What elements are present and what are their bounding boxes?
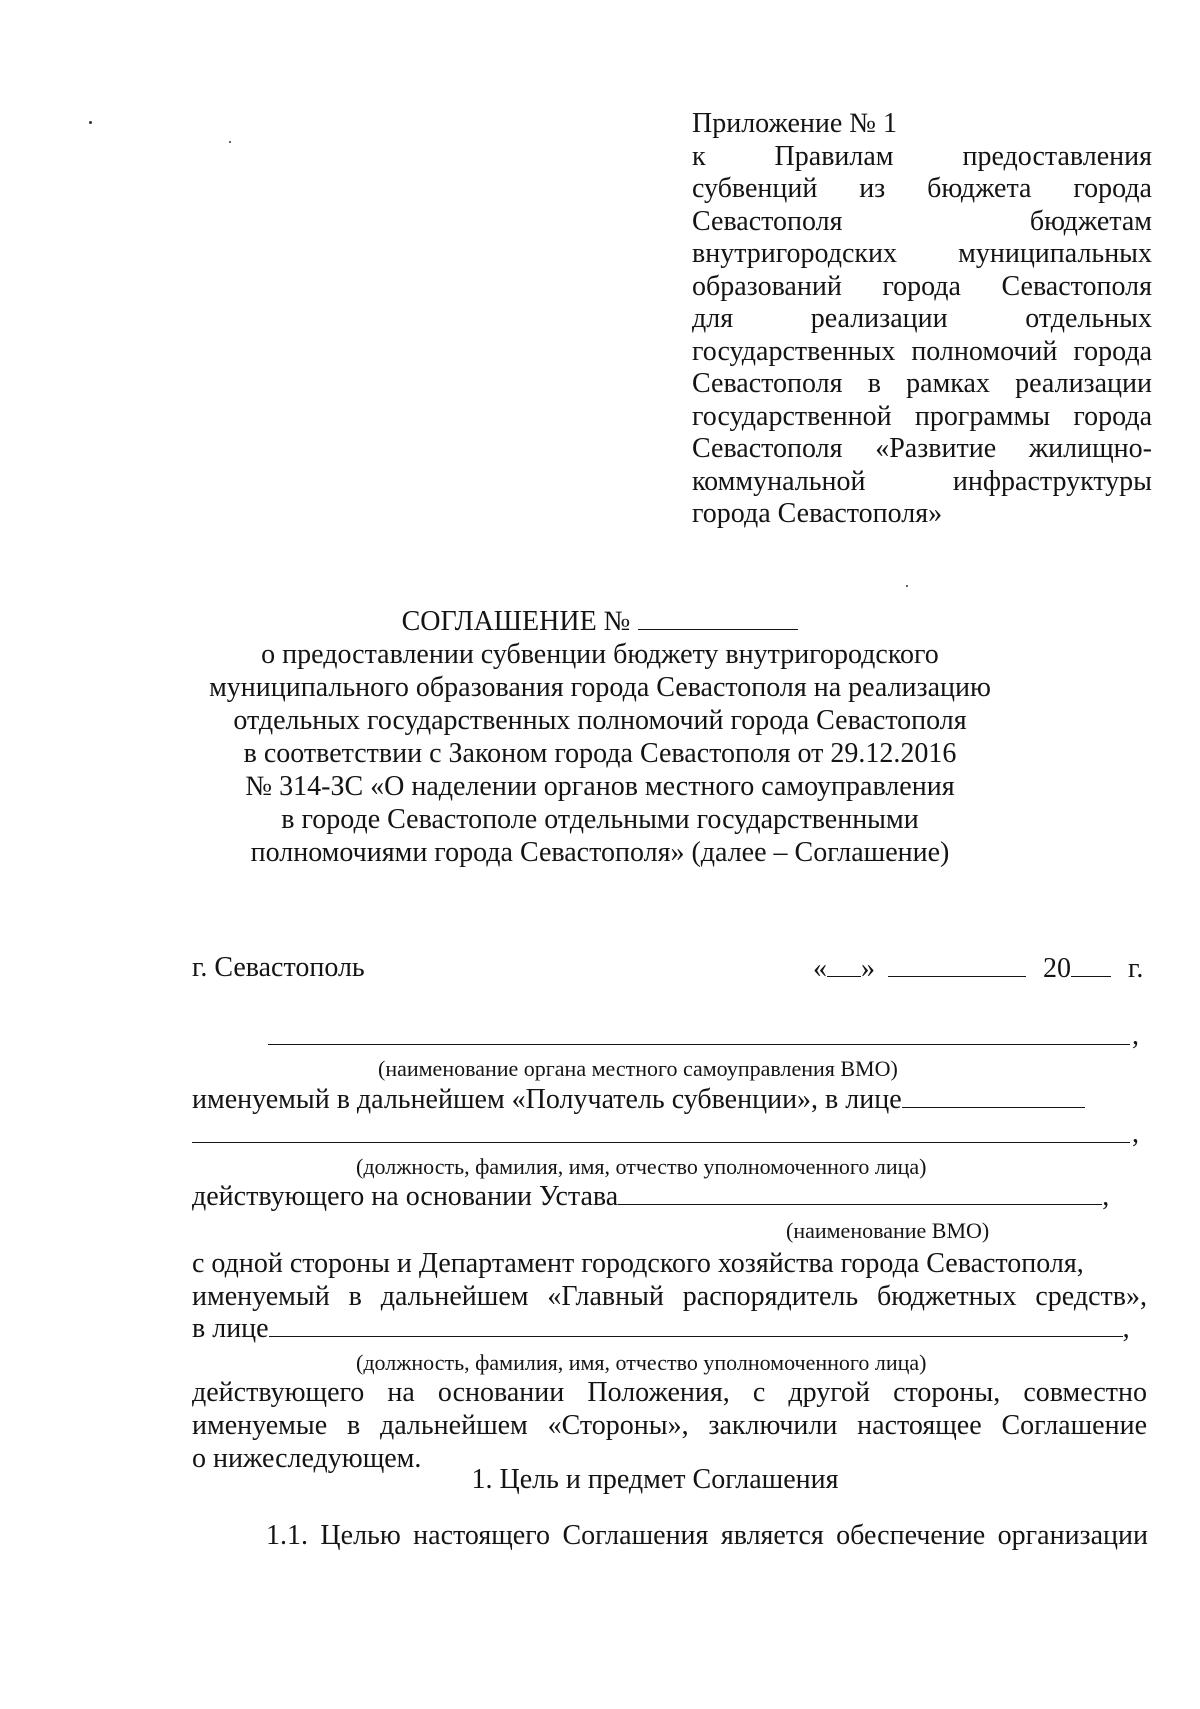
department-paragraph	[192, 1247, 1147, 1313]
appendix-line: коммунальной инфраструктуры	[692, 465, 1152, 497]
closing-paragraph	[192, 1376, 1147, 1475]
appendix-line: государственных полномочий города	[692, 335, 1152, 367]
date-line	[813, 952, 1143, 985]
vmo-name-field	[618, 1180, 1102, 1205]
recipient-line-text: именуемый в дальнейшем «Получатель субвенции», в лице	[192, 1084, 902, 1115]
comma: ,	[1132, 1020, 1139, 1051]
represented-label: в лице	[192, 1313, 269, 1344]
year-prefix: 20	[1043, 953, 1071, 984]
agreement-subtitle-line: в соответствии с Законом города Севастополя от 29.12.2016	[243, 738, 957, 769]
date-quote-open: «	[813, 953, 827, 984]
agreement-subtitle-line: о предоставлении субвенции бюджету внутригородского	[261, 639, 939, 670]
comma: ,	[1122, 1313, 1130, 1344]
department-line: именуемый в дальнейшем «Главный распорядитель бюджетных средств»,	[192, 1281, 1147, 1312]
department-line: с одной стороны и Департамент городского хозяйства города Севастополя,	[192, 1248, 1084, 1279]
comma: ,	[1102, 1181, 1110, 1212]
agreement-number-field	[638, 607, 798, 630]
year-field	[1071, 952, 1111, 977]
appendix-reference	[692, 108, 1152, 531]
caption-vmo: (наименование ВМО)	[786, 1218, 990, 1243]
agreement-subtitle-line: полномочиями города Севастополя» (далее – Соглашение)	[250, 837, 950, 868]
closing-line: именуемые в дальнейшем «Стороны», заключили настоящее Соглашение	[192, 1410, 1147, 1441]
agreement-title-block	[150, 605, 1050, 869]
appendix-line: Приложение № 1	[692, 108, 897, 139]
comma: ,	[1132, 1118, 1139, 1149]
agreement-subtitle-line: № 314-ЗС «О наделении органов местного самоуправления	[245, 771, 955, 802]
appendix-line: для реализации отдельных	[692, 303, 1152, 334]
department-official-field	[269, 1312, 1123, 1337]
date-quote-close: »	[861, 953, 875, 984]
caption-official: (должность, фамилия, имя, отчество уполномоченного лица)	[356, 1154, 927, 1179]
appendix-line: внутригородских муниципальных	[692, 238, 1152, 269]
year-suffix: г.	[1128, 953, 1144, 984]
month-field	[888, 952, 1026, 977]
scan-speck	[89, 121, 92, 124]
appendix-line: города Севастополя»	[692, 498, 943, 529]
closing-line: о нижеследующем.	[192, 1443, 422, 1474]
agreement-subtitle-line: муниципального образования города Севастополя на реализацию	[209, 672, 991, 703]
section-paragraph: 1.1. Целью настоящего Соглашения является обеспечение организации	[266, 1520, 1148, 1551]
agreement-subtitle-line: отдельных государственных полномочий города Севастополя	[233, 705, 967, 736]
appendix-line: Севастополя в рамках реализации	[692, 368, 1152, 399]
agreement-subtitle-line: в городе Севастополе отдельными государственными	[281, 804, 919, 835]
caption-official: (должность, фамилия, имя, отчество уполномоченного лица)	[356, 1350, 927, 1375]
recipient-representative-field	[902, 1083, 1085, 1108]
section-heading: 1. Цель и предмет Соглашения	[471, 1464, 839, 1495]
appendix-line: к Правилам предоставления	[692, 140, 1152, 172]
charter-line	[192, 1180, 1109, 1213]
charter-line-text: действующего на основании Устава	[192, 1181, 619, 1212]
appendix-line: Севастополя бюджетам	[692, 205, 1152, 237]
lsg-body-name-field	[268, 1030, 1130, 1045]
agreement-title	[150, 605, 1050, 638]
closing-line: действующего на основании Положения, с другой стороны, совместно	[192, 1377, 1147, 1408]
scan-speck	[229, 141, 231, 143]
represented-line	[192, 1312, 1130, 1345]
official-name-field	[192, 1128, 1130, 1143]
recipient-line	[192, 1083, 1085, 1116]
appendix-line: образований города Севастополя	[692, 270, 1152, 302]
caption-lsg-body: (наименование органа местного самоуправления ВМО)	[378, 1056, 898, 1081]
city-label: г. Севастополь	[192, 952, 365, 983]
agreement-title-text: СОГЛАШЕНИЕ №	[401, 606, 631, 637]
appendix-line: Севастополя «Развитие жилищно-	[692, 433, 1152, 464]
appendix-line: государственной программы города	[692, 400, 1152, 432]
appendix-line: субвенций из бюджета города	[692, 173, 1152, 204]
day-field	[827, 952, 861, 977]
scan-speck	[906, 585, 908, 587]
